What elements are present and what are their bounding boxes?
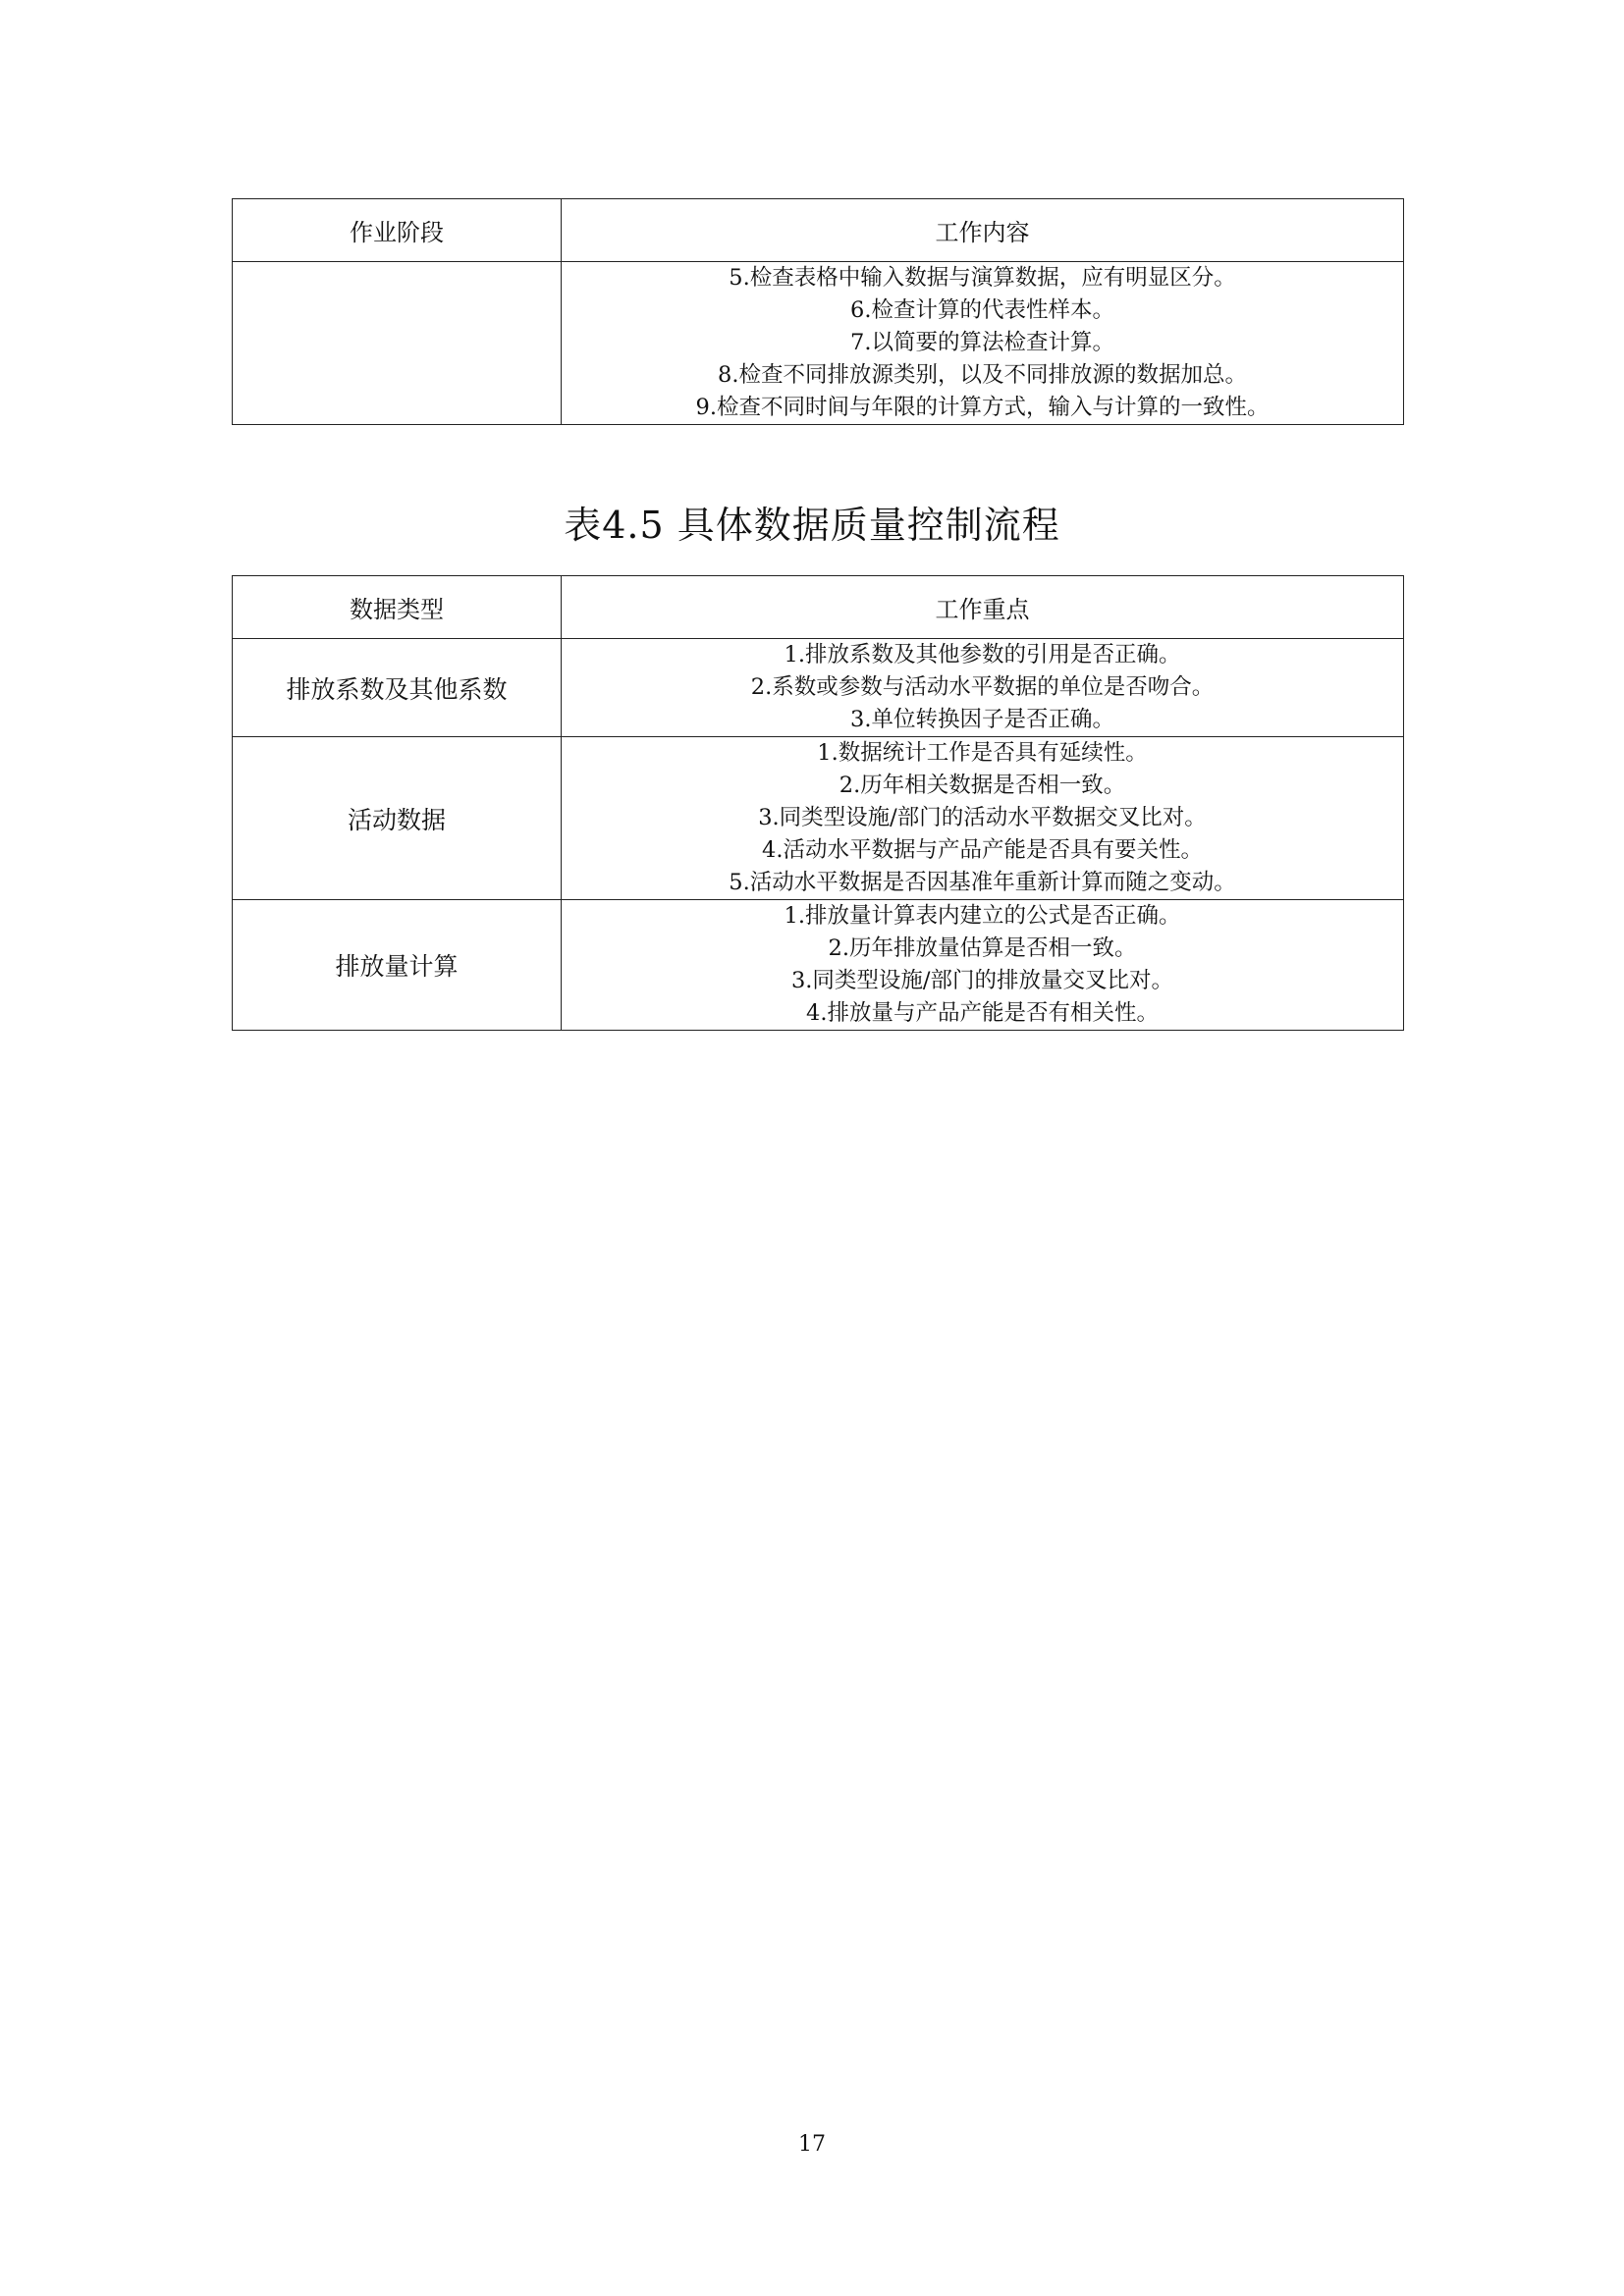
focus-cell: [562, 639, 1404, 737]
work-content-table: [232, 198, 1404, 425]
focus-cell: [562, 900, 1404, 1031]
column-header-focus: 工作重点: [562, 576, 1404, 639]
table-header-row: [233, 199, 1404, 262]
table-caption: 表4.5 具体数据质量控制流程: [564, 504, 1060, 547]
focus-cell: [562, 737, 1404, 900]
focus-item: 4.排放量与产品产能是否有相关性。: [806, 1000, 1159, 1026]
focus-item: 3.同类型设施/部门的活动水平数据交叉比对。: [758, 805, 1207, 830]
table-row: [233, 900, 1404, 1031]
column-header-content: 工作内容: [562, 199, 1404, 262]
table-row: [233, 262, 1404, 425]
focus-item: 2.历年排放量估算是否相一致。: [828, 935, 1137, 961]
focus-item: 2.历年相关数据是否相一致。: [839, 773, 1126, 798]
data-type-cell: 排放量计算: [233, 900, 562, 1031]
focus-item: 5.活动水平数据是否因基准年重新计算而随之变动。: [729, 870, 1236, 895]
data-type-cell: 活动数据: [233, 737, 562, 900]
content-item: 7.以简要的算法检查计算。: [850, 330, 1114, 355]
focus-item: 2.系数或参数与活动水平数据的单位是否吻合。: [750, 674, 1215, 700]
table-header-row: [233, 576, 1404, 639]
table-row: [233, 639, 1404, 737]
content-cell: [562, 262, 1404, 425]
column-header-data-type: 数据类型: [233, 576, 562, 639]
focus-item: 3.单位转换因子是否正确。: [850, 707, 1114, 732]
content-item: 5.检查表格中输入数据与演算数据，应有明显区分。: [729, 265, 1236, 291]
focus-item: 4.活动水平数据与产品产能是否具有要关性。: [762, 837, 1203, 863]
table-row: [233, 737, 1404, 900]
focus-item: 1.排放系数及其他参数的引用是否正确。: [784, 642, 1181, 667]
data-quality-control-table: [232, 575, 1404, 1031]
column-header-stage: 作业阶段: [233, 199, 562, 262]
focus-item: 3.同类型设施/部门的排放量交叉比对。: [790, 968, 1174, 993]
content-item: 9.检查不同时间与年限的计算方式，输入与计算的一致性。: [695, 395, 1270, 420]
content-item: 8.检查不同排放源类别，以及不同排放源的数据加总。: [718, 362, 1247, 388]
focus-item: 1.数据统计工作是否具有延续性。: [817, 740, 1148, 766]
focus-item: 1.排放量计算表内建立的公式是否正确。: [784, 903, 1181, 929]
stage-cell: [233, 262, 562, 425]
content-item: 6.检查计算的代表性样本。: [850, 297, 1114, 323]
page-number: 17: [798, 2132, 826, 2157]
data-type-cell: 排放系数及其他系数: [233, 639, 562, 737]
